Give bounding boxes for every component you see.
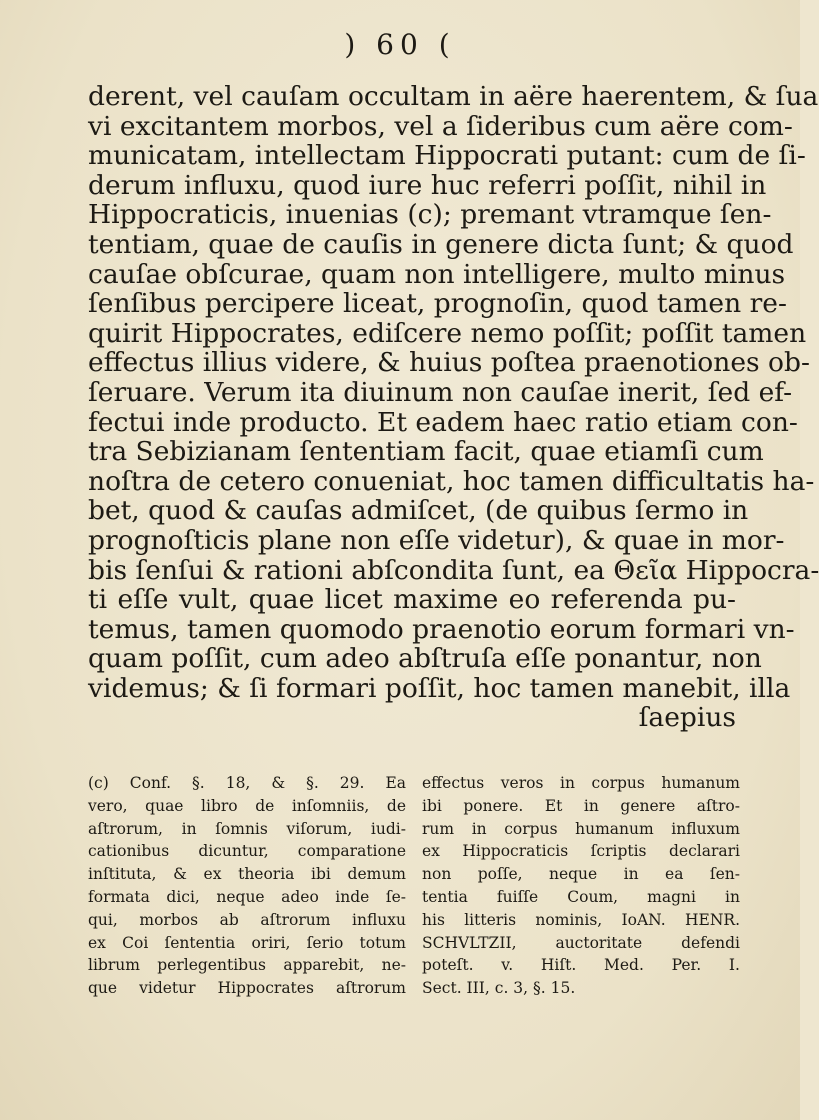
- footnote-line: inſtituta, & ex theoria ibi demum: [88, 865, 406, 884]
- footnote-line: librum perlegentibus apparebit, ne-: [88, 956, 406, 975]
- body-line: tra Sebizianam ſententiam facit, quae etiamſi cum: [88, 436, 764, 468]
- body-line: prognoſticis plane non eſſe videtur), & quae in mor-: [88, 524, 785, 556]
- body-line: municatam, intellectam Hippocrati putant: cum de ſi-: [88, 140, 806, 172]
- footnote-line: Sect. III, c. 3, §. 15.: [422, 979, 576, 998]
- footnote-line: SCHVLTZII, auctoritate defendi: [422, 933, 740, 952]
- body-text: [88, 81, 819, 734]
- body-line: quam poſſit, cum adeo abſtruſa eſſe ponantur, non: [88, 643, 762, 675]
- footnote-column-left: [88, 772, 406, 1000]
- footnote-line: his litteris nominis, IoAN. HENR.: [422, 910, 740, 929]
- body-line: Hippocraticis, inuenias (c); premant vtramque ſen-: [88, 199, 772, 231]
- body-line: vi excitantem morbos, vel a ſideribus cum aëre com-: [88, 110, 793, 142]
- body-line: ti eſſe vult, quae licet maxime eo referenda pu-: [88, 584, 736, 616]
- footnote-line: effectus veros in corpus humanum: [422, 774, 740, 792]
- body-line: temus, tamen quomodo praenotio eorum formari vn-: [88, 613, 795, 645]
- body-line: bis ſenſui & rationi abſcondita ſunt, ea Θεῖα Hippocra-: [88, 554, 819, 586]
- body-line: tentiam, quae de cauſis in genere dicta ſunt; & quod: [88, 228, 794, 260]
- footnote-line: tentia fuiſſe Coum, magni in: [422, 887, 740, 906]
- body-line: bet, quod & cauſas admiſcet, (de quibus ſermo in: [88, 495, 749, 527]
- body-line: ſeruare. Verum ita diuinum non cauſae inerit, ſed ef-: [88, 376, 793, 408]
- footnote-line: non poſſe, neque in ea ſen-: [422, 865, 740, 884]
- footnote-line: formata dici, neque adeo inde ſe-: [88, 887, 406, 906]
- footnotes: [88, 772, 740, 1000]
- body-line: derent, vel cauſam occultam in aëre haerentem, & ſua: [88, 81, 819, 112]
- footnote-line: poteſt. v. Hiſt. Med. Per. I.: [422, 956, 740, 975]
- catchword: ſaepius: [638, 702, 736, 734]
- footnote-line: ex Coi ſententia oriri, ſerio totum: [88, 933, 406, 952]
- footnote-column-right: [422, 772, 740, 1000]
- footnote-line: ibi ponere. Et in genere aſtro-: [422, 796, 740, 815]
- footnote-line: vero, quae libro de inſomniis, de: [88, 796, 406, 815]
- body-line: quirit Hippocrates, ediſcere nemo poſſit; poſſit tamen: [88, 317, 807, 349]
- body-line: videmus; & ſi formari poſſit, hoc tamen manebit, illa: [88, 672, 791, 704]
- footnote-line: que videtur Hippocrates aſtrorum: [88, 979, 406, 998]
- page-number: ) 60 (: [344, 28, 456, 61]
- body-line: noſtra de cetero conueniat, hoc tamen difficultatis ha-: [88, 465, 815, 497]
- body-line: fectui inde producto. Et eadem haec ratio etiam con-: [88, 406, 798, 438]
- footnote-line: ex Hippocraticis ſcriptis declarari: [422, 842, 740, 861]
- footnote-line: aſtrorum, in ſomnis viſorum, iudi-: [88, 819, 406, 838]
- body-line: cauſae obſcurae, quam non intelligere, multo minus: [88, 258, 786, 290]
- body-line: effectus illius videre, & huius poſtea praenotiones ob-: [88, 347, 810, 379]
- footnote-line: qui, morbos ab aſtrorum influxu: [88, 910, 406, 929]
- body-line: ſenſibus percipere liceat, prognoſin, quod tamen re-: [88, 288, 787, 320]
- footnote-line: (c) Conf. §. 18, & §. 29. Ea: [88, 774, 406, 792]
- footnote-line: cationibus dicuntur, comparatione: [88, 842, 406, 861]
- body-line: derum influxu, quod iure huc referri poſſit, nihil in: [88, 169, 767, 201]
- footnote-line: rum in corpus humanum influxum: [422, 819, 740, 838]
